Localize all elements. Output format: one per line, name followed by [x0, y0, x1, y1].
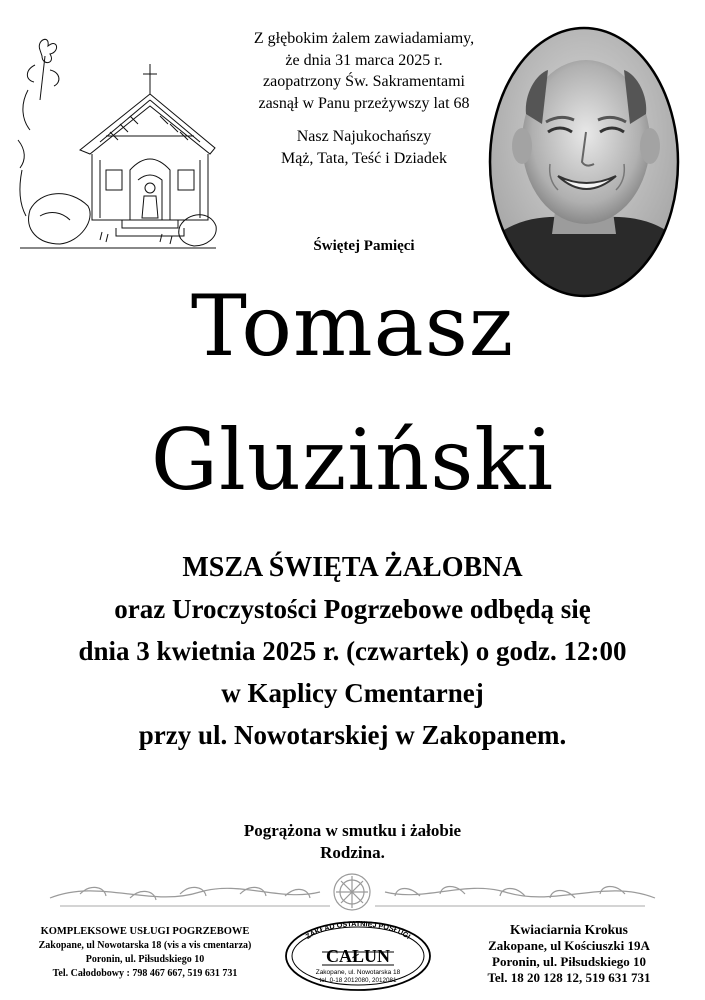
floral-ornament-divider [40, 868, 665, 916]
chapel-sketch-illustration [10, 20, 220, 255]
mass-line: przy ul. Nowotarskiej w Zakopanem. [138, 720, 567, 750]
funeral-services-title: KOMPLEKSOWE USŁUGI POGRZEBOWE [40, 926, 250, 937]
family-relation-line: Mąż, Tata, Teść i Dziadek [281, 149, 447, 167]
memory-label: Świętej Pamięci [313, 238, 415, 254]
funeral-services-info [10, 925, 280, 981]
intro-line: Z głębokim żalem zawiadamiamy, [253, 30, 475, 47]
florist-info [440, 922, 698, 986]
stamp-phone: tel. 0-18 2012080, 2012081 [319, 977, 397, 984]
funeral-services-line: Poronin, ul. Piłsudskiego 10 [85, 954, 205, 965]
portrait-photo-oval [486, 24, 682, 300]
mass-line: oraz Uroczystości Pogrzebowe odbędą się [114, 594, 591, 624]
funeral-mass-info [0, 548, 705, 756]
florist-line: Zakopane, ul Kościuszki 19A [488, 938, 650, 953]
deceased-last-name: Gluziński [150, 411, 555, 509]
intro-line: zaopatrzony Św. Sakramentami [262, 73, 465, 90]
stamp-top-text: ZAKŁAD OSTATNIEJ POSŁUGI [303, 918, 413, 941]
stamp-address: Zakopane, ul. Nowotarska 18 [315, 969, 401, 976]
mourners-line: Rodzina. [320, 843, 385, 862]
intro-line: zasnął w Panu przeżywszy lat 68 [258, 94, 470, 112]
mass-line: w Kaplicy Cmentarnej [221, 678, 484, 708]
mourners-signature [0, 820, 705, 864]
deceased-first-name: Tomasz [190, 277, 515, 375]
florist-phone: Tel. 18 20 128 12, 519 631 731 [487, 970, 651, 985]
mass-title: MSZA ŚWIĘTA ŻAŁOBNA [182, 552, 523, 583]
calun-stamp-logo [282, 918, 434, 992]
stamp-name: CAŁUN [325, 946, 391, 966]
florist-line: Poronin, ul. Piłsudskiego 10 [492, 954, 646, 969]
mourners-line: Pogrążona w smutku i żałobie [243, 821, 462, 840]
mass-line: dnia 3 kwietnia 2025 r. (czwartek) o godz. 12:00 [78, 636, 627, 666]
family-relation-line: Nasz Najukochańszy [296, 128, 432, 145]
funeral-services-phone: Tel. Całodobowy : 798 467 667, 519 631 731 [52, 968, 238, 979]
funeral-services-line: Zakopane, ul Nowotarska 18 (vis a vis cmentarza) [38, 940, 252, 951]
florist-title: Kwiaciarnia Krokus [510, 922, 628, 937]
intro-line: że dnia 31 marca 2025 r. [285, 51, 443, 69]
intro-announcement [228, 28, 500, 169]
